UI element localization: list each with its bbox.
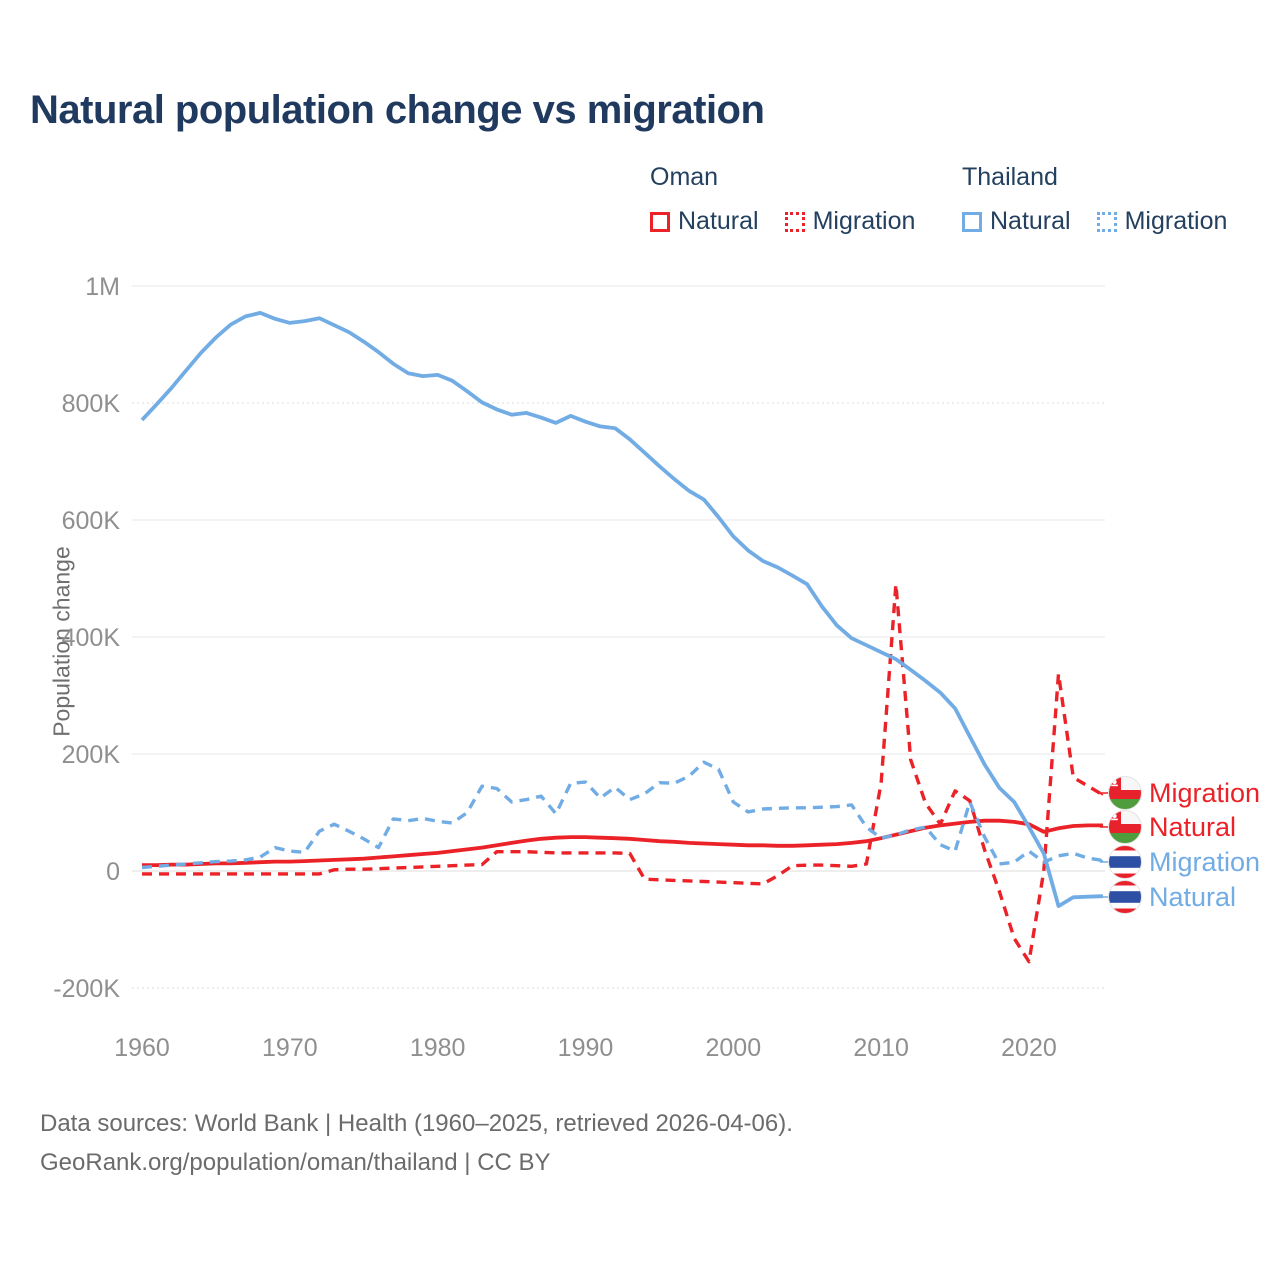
thailand-flag-icon (1108, 845, 1142, 879)
legend-country-thailand: Thailand (962, 163, 1058, 191)
series-line-oman-migration[interactable] (142, 584, 1103, 961)
footer-line-1: Data sources: World Bank | Health (1960–2025, retrieved 2026-04-06). (40, 1110, 793, 1137)
data-sources-footer (40, 1104, 793, 1182)
legend-item-oman-migration[interactable]: Migration (785, 207, 916, 236)
oman-flag-icon (1108, 810, 1142, 844)
end-label-oman-natural: Natural (1108, 810, 1236, 844)
x-tick-label: 1990 (557, 1034, 614, 1062)
series-line-thailand-natural[interactable] (142, 313, 1103, 906)
x-tick-label: 1980 (409, 1034, 466, 1062)
thailand-flag-icon (1108, 880, 1142, 914)
y-tick-label: -200K (53, 975, 120, 1003)
y-tick-label: 600K (61, 507, 120, 535)
x-tick-label: 2020 (1001, 1034, 1057, 1062)
y-tick-label: 800K (61, 390, 120, 418)
x-tick-label: 2010 (853, 1034, 909, 1062)
y-tick-label: 200K (61, 741, 120, 769)
legend-item-thailand-migration[interactable]: Migration (1097, 207, 1228, 236)
legend-country-oman: Oman (650, 163, 719, 191)
footer-line-2: GeoRank.org/population/oman/thailand | CC BY (40, 1149, 551, 1176)
y-tick-label: 0 (106, 858, 120, 886)
legend-item-thailand-natural[interactable]: Natural (962, 207, 1071, 236)
end-label-oman-migration: Migration (1108, 776, 1260, 810)
x-tick-label: 1960 (114, 1034, 170, 1062)
y-tick-label: 1M (85, 273, 120, 301)
oman-flag-icon (1108, 776, 1142, 810)
page-title: Natural population change vs migration (30, 88, 765, 132)
x-tick-label: 1970 (262, 1034, 318, 1062)
x-tick-label: 2000 (705, 1034, 762, 1062)
end-label-thailand-natural: Natural (1108, 880, 1236, 914)
y-axis-title: Population change (48, 546, 75, 737)
end-label-thailand-migration: Migration (1108, 845, 1260, 879)
y-tick-label: 400K (61, 624, 120, 652)
legend-item-oman-natural[interactable]: Natural (650, 207, 759, 236)
